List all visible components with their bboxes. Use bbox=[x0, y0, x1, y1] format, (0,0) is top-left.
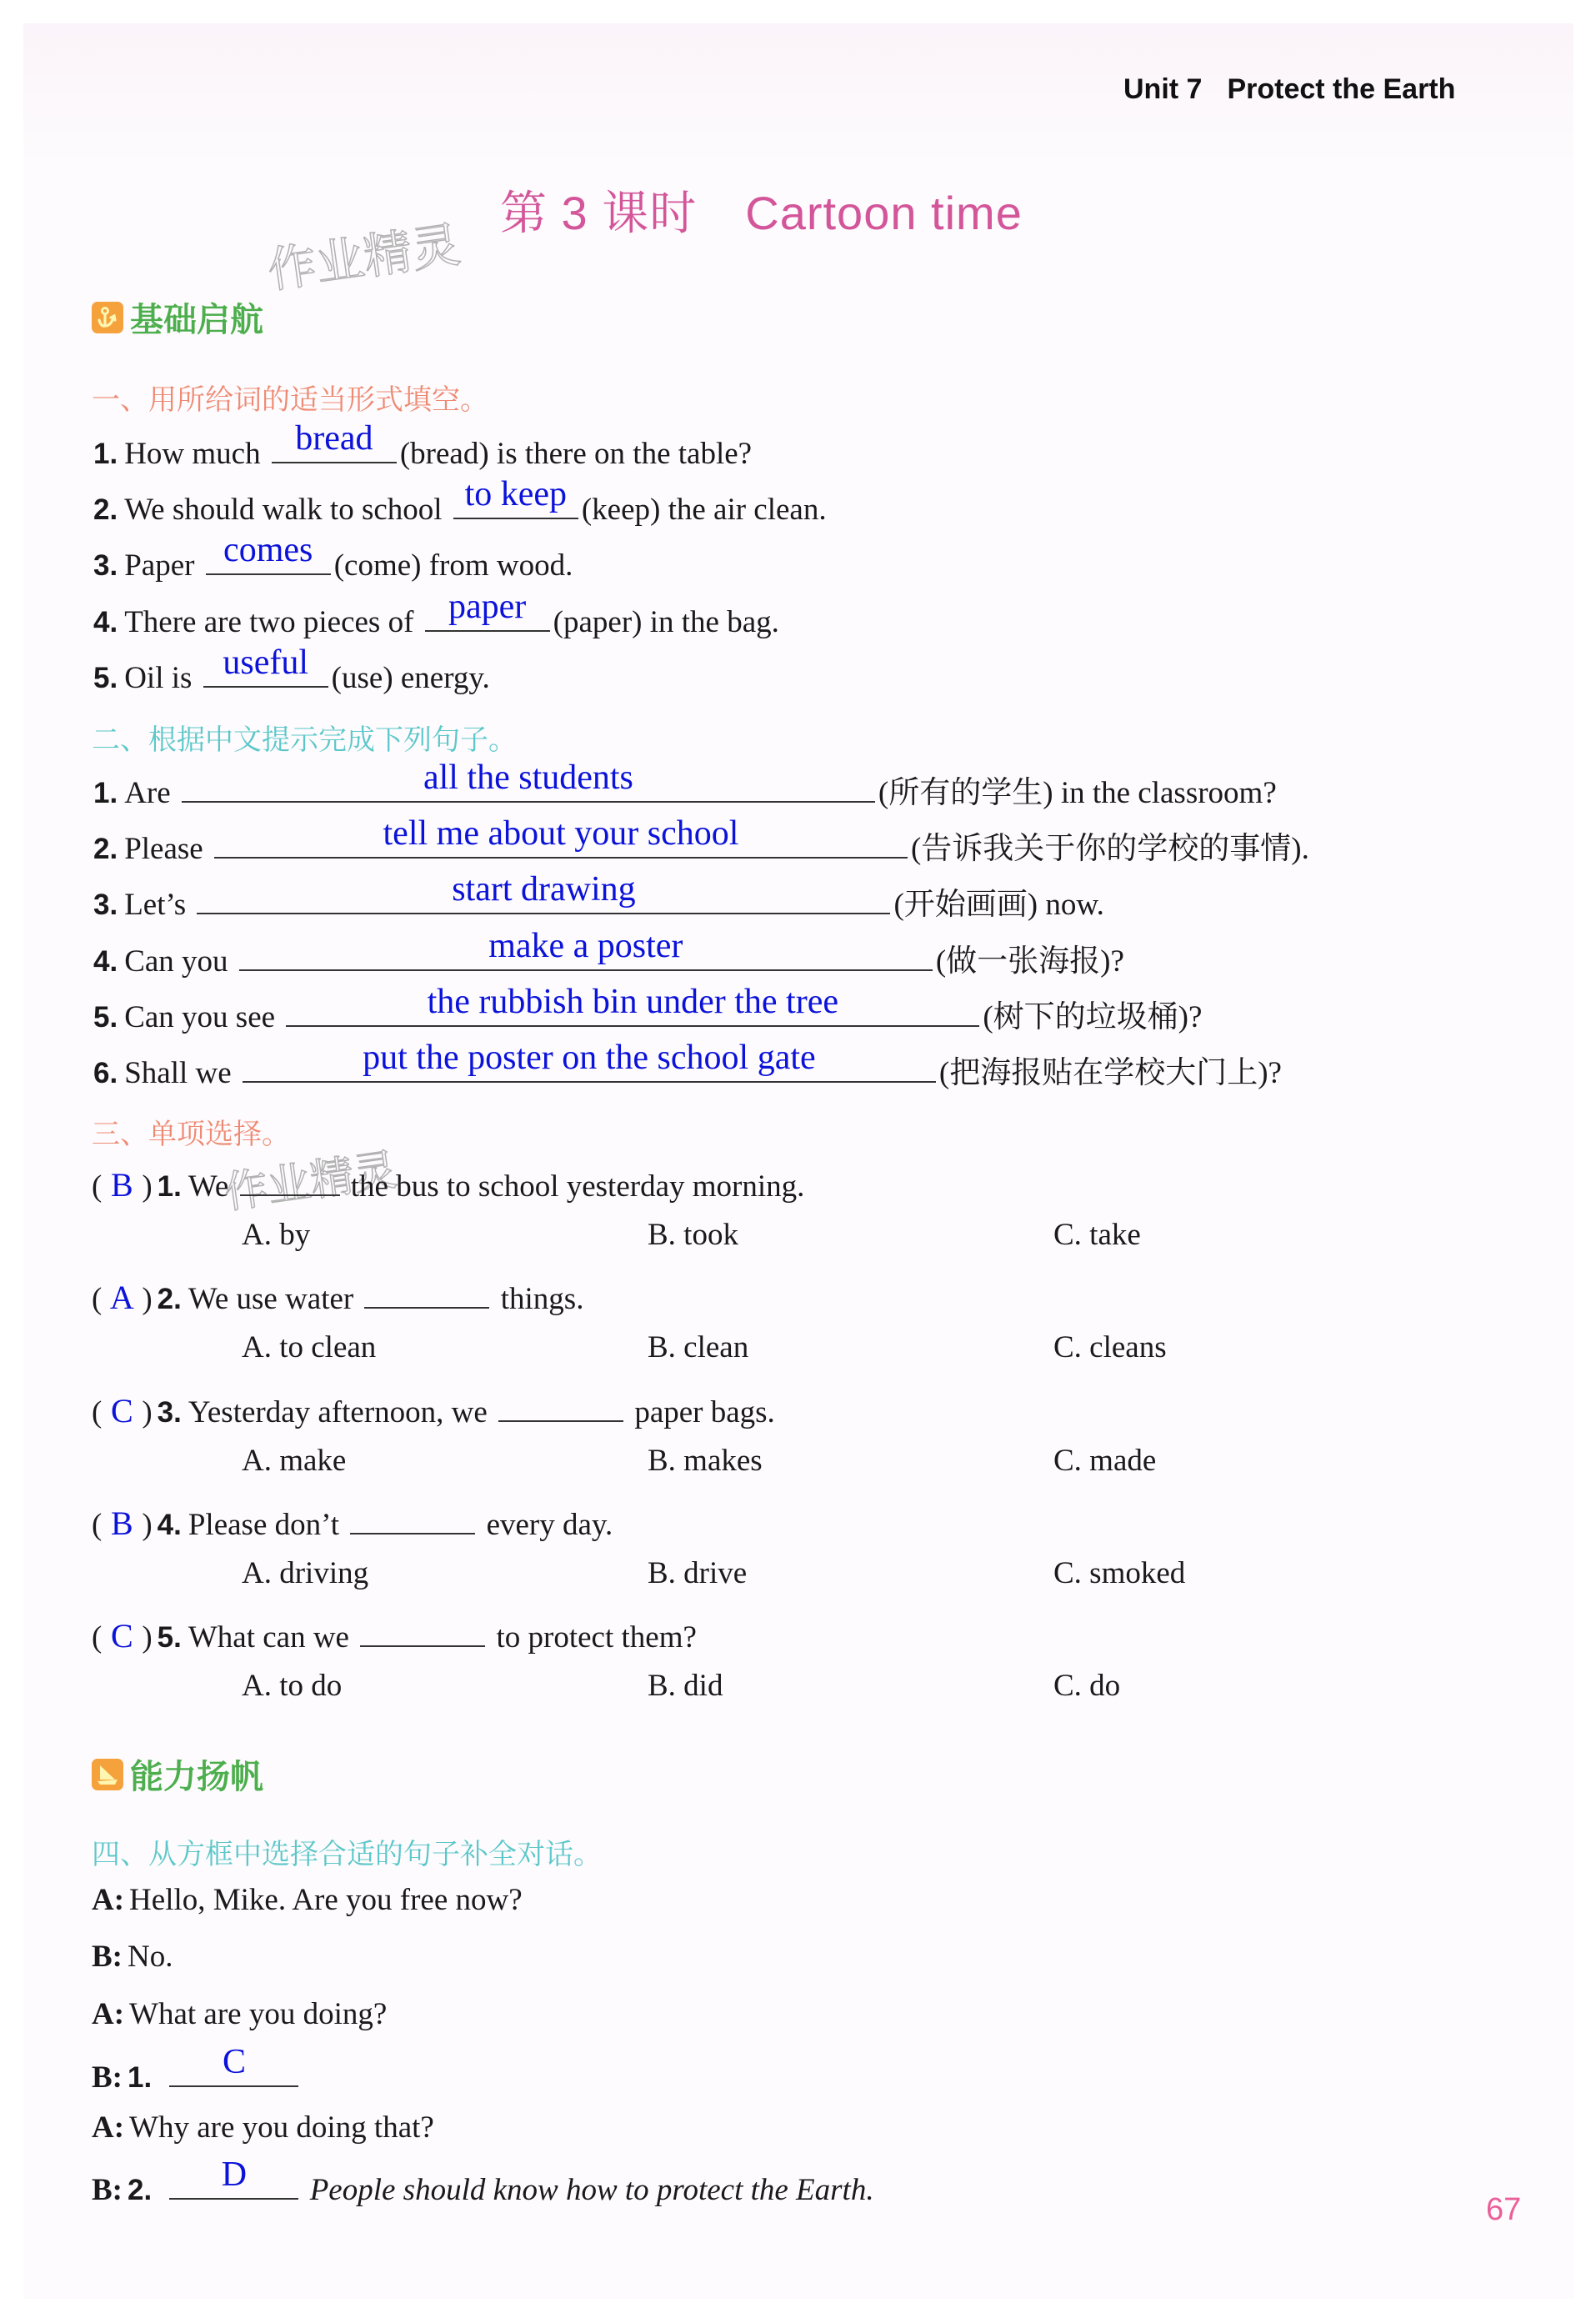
answer-blank[interactable] bbox=[364, 1274, 489, 1309]
option-b[interactable]: B. makes bbox=[648, 1444, 763, 1478]
option-c[interactable]: C. take bbox=[1053, 1218, 1141, 1252]
answer-blank[interactable]: bread bbox=[272, 428, 397, 463]
ex3-question-2: ( A ) 2. We use water things. bbox=[92, 1274, 583, 1317]
option-c[interactable]: C. made bbox=[1053, 1444, 1157, 1478]
ex2-item-3: 3. Let’s start drawing (开始画画) now. bbox=[93, 870, 1104, 922]
answer-blank[interactable]: make a poster bbox=[239, 936, 933, 971]
answer-blank[interactable]: D bbox=[169, 2165, 298, 2200]
exercise-1-heading: 一、用所给词的适当形式填空。 bbox=[92, 383, 488, 417]
answer-blank[interactable]: useful bbox=[203, 653, 328, 688]
exercise-2-heading: 二、根据中文提示完成下列句子。 bbox=[92, 723, 517, 757]
ex3-question-5: ( C ) 5. What can we to protect them? bbox=[92, 1612, 697, 1655]
dialogue-line: B: 1. C bbox=[92, 2052, 302, 2095]
answer-blank[interactable] bbox=[360, 1612, 485, 1647]
sailboat-icon bbox=[92, 1759, 123, 1790]
option-a[interactable]: A. driving bbox=[242, 1556, 369, 1590]
unit-number: Unit 7 bbox=[1123, 73, 1203, 105]
option-a[interactable]: A. make bbox=[242, 1444, 347, 1478]
choice-answer[interactable]: C bbox=[110, 1617, 133, 1655]
answer-blank[interactable]: to keep bbox=[453, 484, 578, 519]
option-c[interactable]: C. do bbox=[1053, 1669, 1121, 1703]
option-c[interactable]: C. cleans bbox=[1053, 1330, 1167, 1364]
ex1-item-2: 2. We should walk to school to keep (keep) the air clean. bbox=[93, 475, 827, 527]
section-basic-label: 基础启航 bbox=[130, 301, 263, 339]
option-b[interactable]: B. did bbox=[648, 1669, 723, 1703]
ex3-question-1: ( B ) 1. We the bus to school yesterday morning. bbox=[92, 1161, 804, 1204]
option-a[interactable]: A. to do bbox=[242, 1669, 343, 1703]
answer-blank[interactable]: all the students bbox=[182, 768, 875, 803]
watermark: 作业精灵 bbox=[264, 216, 464, 299]
ex2-item-5: 5. Can you see the rubbish bin under the tree (树下的垃圾桶)? bbox=[93, 983, 1203, 1034]
option-b[interactable]: B. drive bbox=[648, 1556, 748, 1590]
choice-answer[interactable]: A bbox=[109, 1279, 134, 1316]
lesson-name: Cartoon time bbox=[745, 187, 1023, 239]
option-a[interactable]: A. to clean bbox=[242, 1330, 377, 1364]
answer-blank[interactable]: paper bbox=[425, 597, 550, 632]
answer-blank[interactable]: C bbox=[169, 2052, 298, 2087]
ex2-item-1: 1. Are all the students (所有的学生) in the classroom? bbox=[93, 758, 1277, 810]
ex3-question-3: ( C ) 3. Yesterday afternoon, we paper bags. bbox=[92, 1387, 775, 1430]
answer-blank[interactable]: comes bbox=[206, 540, 331, 575]
choice-answer[interactable]: B bbox=[110, 1166, 133, 1204]
section-ability-heading bbox=[92, 1750, 263, 1798]
answer-blank[interactable] bbox=[350, 1499, 475, 1534]
choice-answer[interactable]: C bbox=[110, 1392, 133, 1429]
option-a[interactable]: A. by bbox=[242, 1218, 311, 1252]
dialogue-line: B: 2. D People should know how to protect the Earth. bbox=[92, 2155, 874, 2207]
dialogue-line: A: What are you doing? bbox=[92, 1997, 388, 2031]
page-number: 67 bbox=[1486, 2192, 1522, 2227]
ex3-question-4: ( B ) 4. Please don’t every day. bbox=[92, 1499, 613, 1543]
exercise-3-heading: 三、单项选择。 bbox=[92, 1118, 290, 1151]
option-c[interactable]: C. smoked bbox=[1053, 1556, 1186, 1590]
section-ability-label: 能力扬帆 bbox=[130, 1758, 263, 1796]
ex1-item-4: 4. There are two pieces of paper (paper) in the bag. bbox=[93, 588, 779, 639]
answer-blank[interactable] bbox=[240, 1161, 340, 1196]
option-b[interactable]: B. clean bbox=[648, 1330, 749, 1364]
ex1-item-3: 3. Paper comes (come) from wood. bbox=[93, 531, 573, 583]
lesson-title bbox=[500, 177, 1023, 243]
ex2-item-6: 6. Shall we put the poster on the school gate (把海报贴在学校大门上)? bbox=[93, 1039, 1282, 1090]
unit-title: Protect the Earth bbox=[1227, 73, 1456, 105]
section-basic-heading bbox=[92, 293, 263, 341]
watermark: 作业精灵 bbox=[221, 1144, 400, 1219]
option-b[interactable]: B. took bbox=[648, 1218, 738, 1252]
answer-blank[interactable]: start drawing bbox=[197, 879, 890, 914]
dialogue-line: A: Hello, Mike. Are you free now? bbox=[92, 1883, 523, 1917]
ex2-item-2: 2. Please tell me about your school (告诉我关于你的学校的事情). bbox=[93, 814, 1309, 866]
lesson-prefix: 第 3 课时 bbox=[500, 187, 698, 239]
answer-blank[interactable]: the rubbish bin under the tree bbox=[286, 992, 979, 1027]
answer-blank[interactable] bbox=[498, 1387, 623, 1422]
anchor-icon bbox=[92, 302, 123, 333]
ex1-item-1: 1. How much bread (bread) is there on the table? bbox=[93, 419, 753, 471]
dialogue-line: B: No. bbox=[92, 1940, 173, 1974]
ex1-item-5: 5. Oil is useful (use) energy. bbox=[93, 643, 490, 695]
dialogue-line: A: Why are you doing that? bbox=[92, 2110, 434, 2145]
choice-answer[interactable]: B bbox=[110, 1504, 133, 1542]
unit-header bbox=[1123, 73, 1455, 106]
exercise-4-heading: 四、从方框中选择合适的句子补全对话。 bbox=[92, 1838, 602, 1871]
answer-blank[interactable]: tell me about your school bbox=[214, 824, 908, 859]
ex2-item-4: 4. Can you make a poster (做一张海报)? bbox=[93, 927, 1124, 979]
answer-blank[interactable]: put the poster on the school gate bbox=[243, 1048, 936, 1083]
